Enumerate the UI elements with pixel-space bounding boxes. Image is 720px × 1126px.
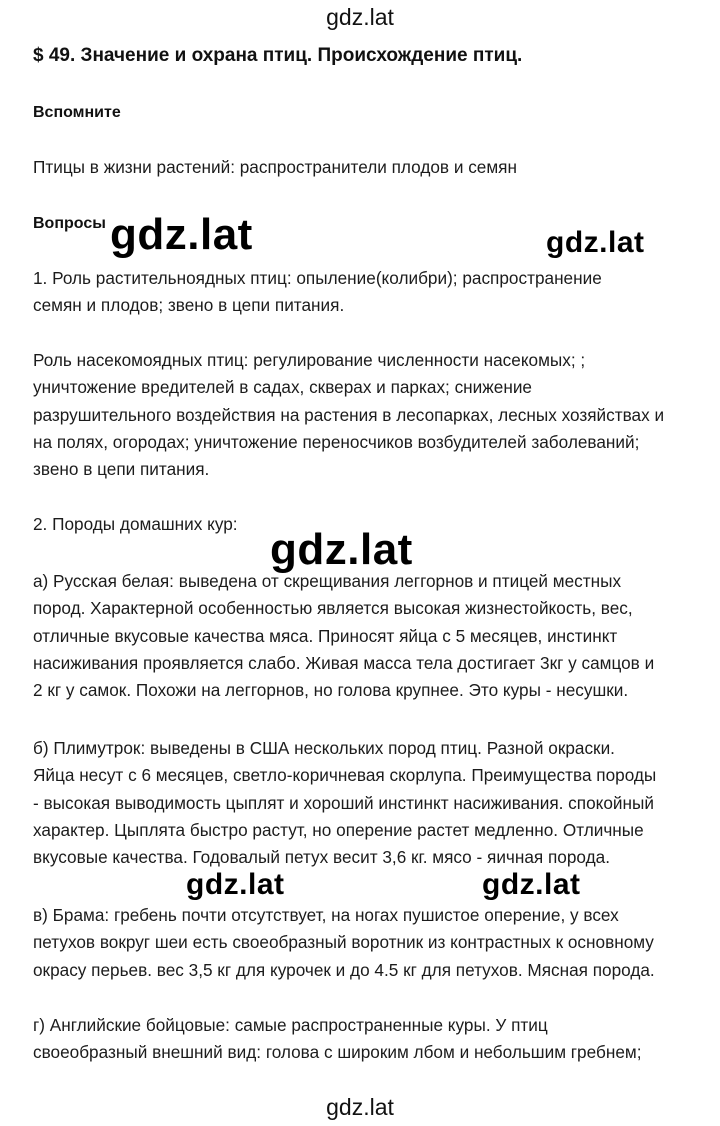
- site-footer[interactable]: gdz.lat: [326, 1094, 394, 1120]
- watermark: gdz.lat: [270, 525, 413, 574]
- text-line: окрасу перьев. вес 3,5 кг для курочек и до 4.5 кг для петухов. Мясная порода.: [33, 959, 655, 980]
- text-line: семян и плодов; звено в цепи питания.: [33, 295, 345, 316]
- text-line: вкусовые качества. Годовалый петух весит 3,6 кг. мясо - яичная порода.: [33, 847, 610, 868]
- text-line: на полях, огородах; уничтожение переносчиков возбудителей заболеваний;: [33, 431, 640, 452]
- watermark: gdz.lat: [186, 868, 285, 901]
- text-line: насиживания проявляется слабо. Живая масса тела достигает 3кг у самцов и: [33, 652, 655, 673]
- watermark: gdz.lat: [546, 226, 645, 259]
- site-header[interactable]: gdz.lat: [326, 4, 394, 30]
- watermark: gdz.lat: [482, 868, 581, 901]
- text-line: 2 кг у самок. Похожи на леггорнов, но голова крупнее. Это куры - несушки.: [33, 680, 629, 701]
- text-line: звено в цепи питания.: [33, 459, 210, 480]
- breed-c: [33, 902, 703, 984]
- text-line: 1. Роль растительноядных птиц: опыление(колибри); распространение: [33, 268, 602, 288]
- text-line: - высокая выводимость цыплят и хороший инстинкт насиживания. спокойный: [33, 792, 654, 813]
- watermark: gdz.lat: [110, 210, 253, 259]
- text-line: Роль насекомоядных птиц: регулирование численности насекомых; ;: [33, 350, 586, 370]
- remember-text: [33, 154, 703, 181]
- text-line: отличные вкусовые качества мяса. Приносят яйца с 5 месяцев, инстинкт: [33, 625, 618, 646]
- text-line: своеобразный внешний вид: голова с широким лбом и небольшим гребнем;: [33, 1042, 642, 1063]
- text-line: характер. Цыплята быстро растут, но оперение растет медленно. Отличные: [33, 819, 644, 840]
- text-line: б) Плимутрок: выведены в США нескольких пород птиц. Разной окраски.: [33, 738, 615, 758]
- remember-line: Птицы в жизни растений: распространители плодов и семян: [33, 157, 517, 177]
- questions-heading: Вопросы: [33, 215, 106, 232]
- text-line: уничтожение вредителей в садах, скверах и парках; снижение: [33, 377, 532, 398]
- breed-b: [33, 735, 703, 871]
- text-line: в) Брама: гребень почти отсутствует, на ногах пушистое оперение, у всех: [33, 905, 619, 925]
- breed-a: [33, 568, 703, 704]
- text-line: пород. Характерной особенностью является высокая жизнестойкость, вес,: [33, 598, 633, 619]
- breed-d: [33, 1012, 703, 1067]
- answer-insectivores: [33, 347, 703, 483]
- text-line: петухов вокруг шеи есть своеобразный воротник из контрастных к основному: [33, 932, 654, 953]
- remember-heading: Вспомните: [33, 104, 121, 121]
- text-line: а) Русская белая: выведена от скрещивания леггорнов и птицей местных: [33, 571, 622, 591]
- page-title: $ 49. Значение и охрана птиц. Происхождение птиц.: [33, 45, 523, 66]
- text-line: Яйца несут с 6 месяцев, светло-коричневая скорлупа. Преимущества породы: [33, 765, 657, 786]
- text-line: разрушительного воздействия на растения в лесопарках, лесных хозяйствах и: [33, 404, 665, 425]
- text-line: 2. Породы домашних кур:: [33, 514, 238, 534]
- answer-1: [33, 265, 703, 320]
- text-line: г) Английские бойцовые: самые распространенные куры. У птиц: [33, 1015, 548, 1035]
